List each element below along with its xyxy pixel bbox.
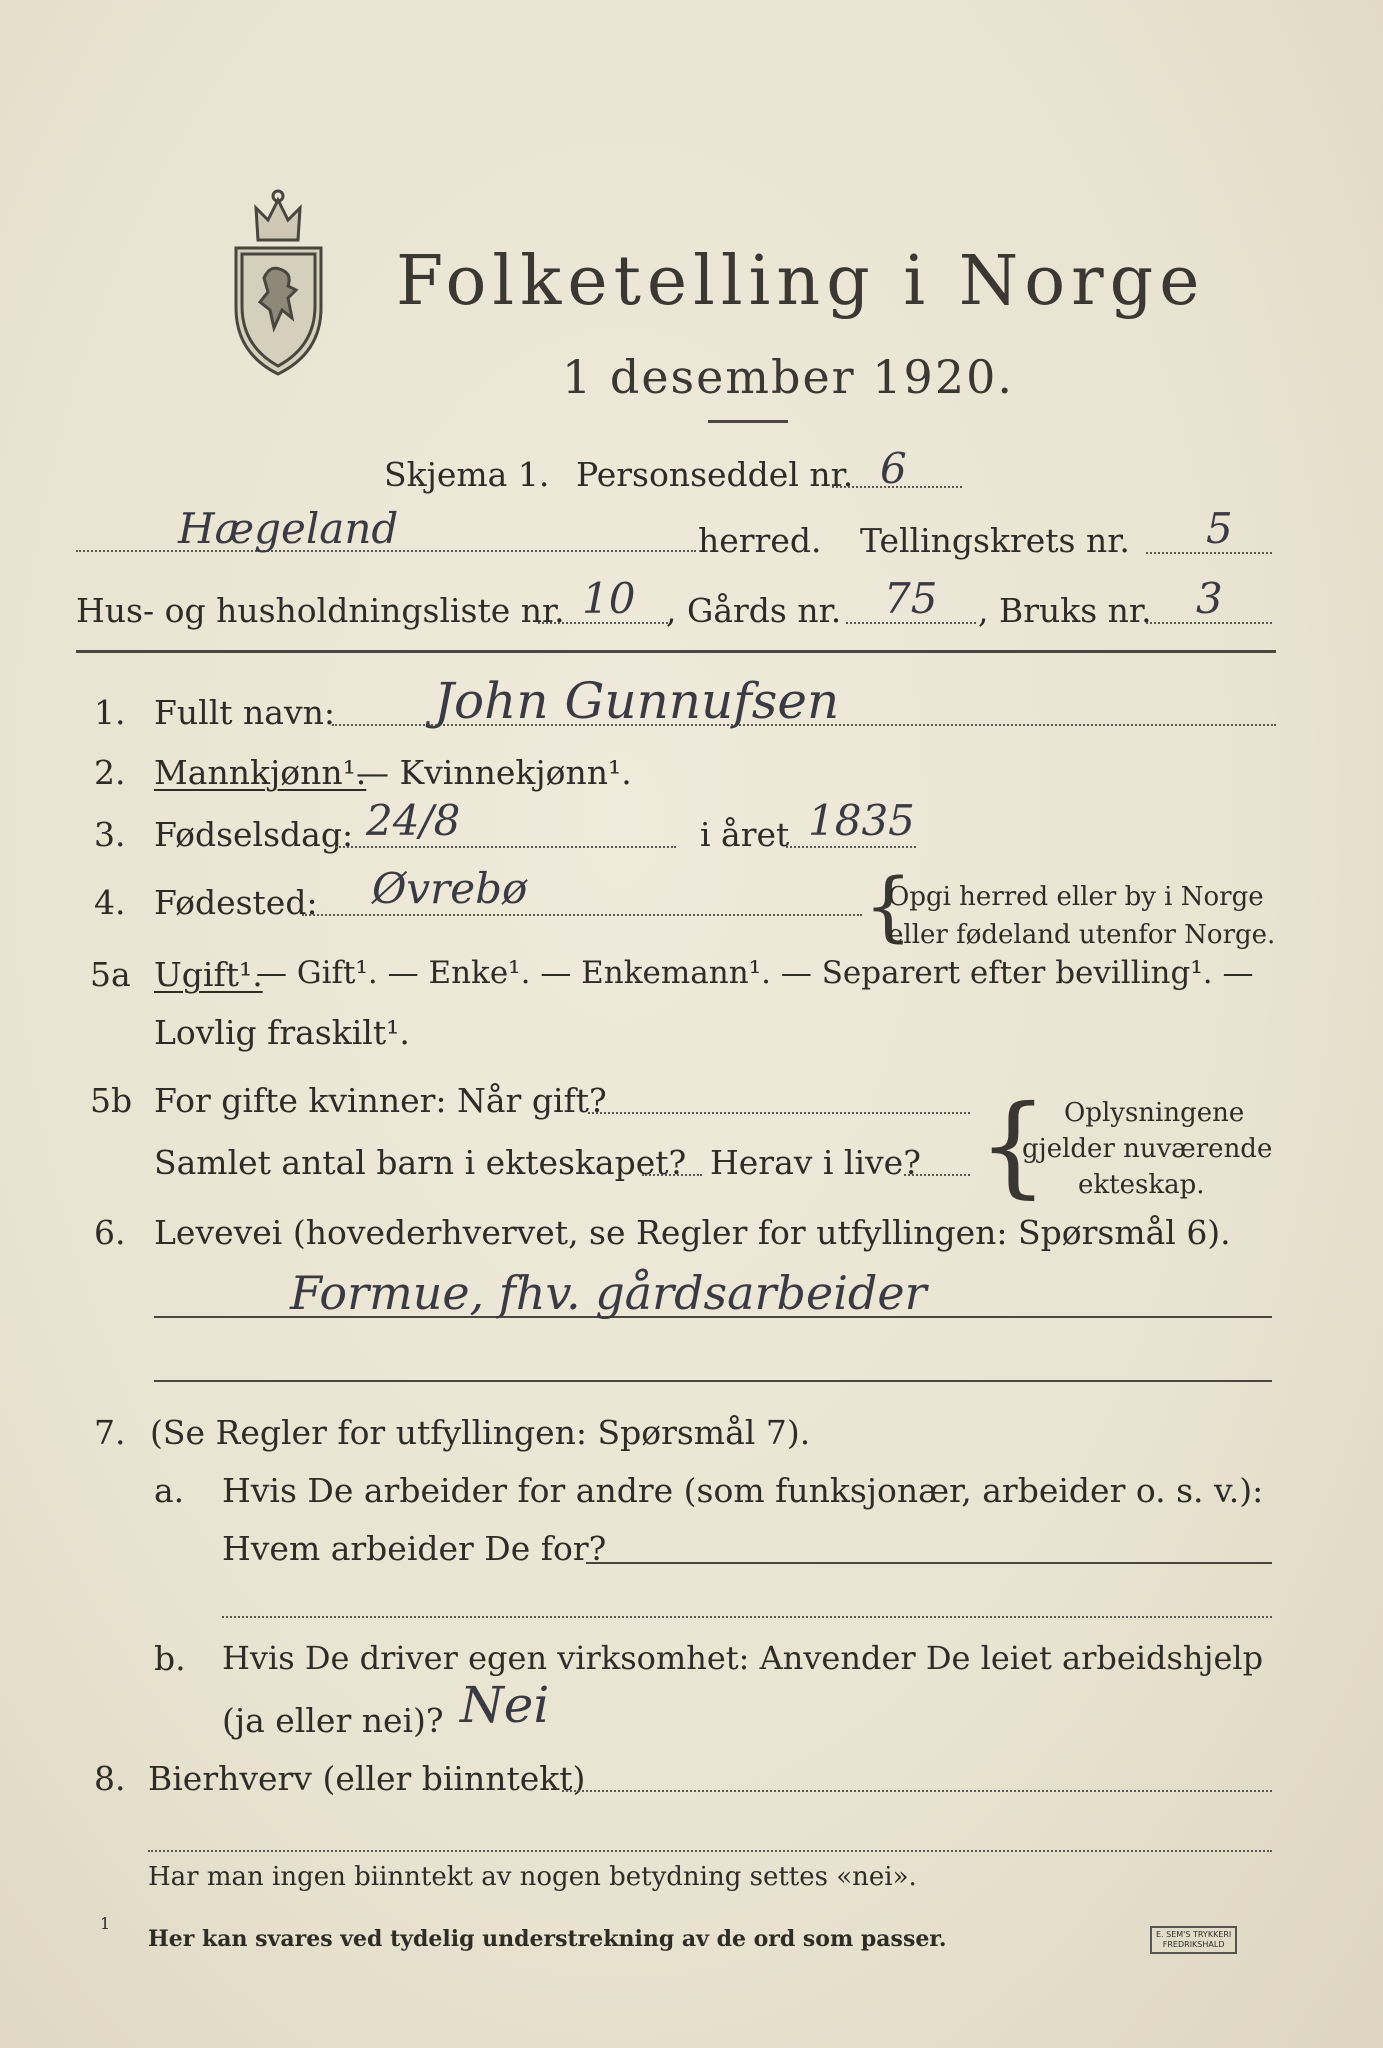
q5a-other-options: — Gift¹. — Enke¹. — Enkemann¹. — Separert efter bevilling¹. — — [256, 955, 1254, 991]
q3-value: 24/8 — [366, 796, 461, 845]
norwegian-coat-of-arms-icon — [226, 178, 331, 378]
q3-field[interactable] — [336, 846, 676, 848]
q5b-note-line2: gjelder nuværende — [1022, 1134, 1273, 1164]
q5b-married-field[interactable] — [588, 1112, 970, 1114]
q7b-number: b. — [154, 1639, 186, 1678]
q8-label: Bierhverv (eller biinntekt) — [148, 1759, 586, 1798]
form-date: 1 desember 1920. — [562, 350, 1014, 404]
q4-label: Fødested: — [154, 883, 318, 922]
q5b-number: 5b — [90, 1081, 133, 1120]
q5a-line2: Lovlig fraskilt¹. — [154, 1013, 410, 1052]
q6-label: Levevei (hovederhvervet, se Regler for utfyllingen: Spørsmål 6). — [154, 1213, 1231, 1252]
q4-brace: { — [864, 861, 913, 950]
printer-name: E. SEM'S TRYKKERI — [1156, 1930, 1232, 1939]
q7a-label-line1: Hvis De arbeider for andre (som funksjonær, arbeider o. s. v.): — [222, 1471, 1264, 1510]
q7b-value: Nei — [460, 1676, 550, 1734]
bruks-value: 3 — [1196, 574, 1223, 623]
q7-number: 7. — [94, 1413, 126, 1452]
q1-value: John Gunnufsen — [434, 672, 840, 730]
q5b-label-alive: Herav i live? — [710, 1143, 921, 1182]
q2-number: 2. — [94, 753, 126, 792]
bruks-label: , Bruks nr. — [978, 591, 1152, 630]
form-title: Folketelling i Norge — [396, 242, 1206, 321]
q5b-note-line3: ekteskap. — [1078, 1170, 1205, 1200]
tellingskrets-value: 5 — [1206, 504, 1233, 553]
q8-number: 8. — [94, 1759, 126, 1798]
q6-value: Formue, fhv. gårdsarbeider — [290, 1266, 927, 1320]
gards-value: 75 — [884, 574, 938, 623]
q3-label: Fødselsdag: — [154, 815, 354, 854]
hus-value: 10 — [582, 574, 636, 623]
q4-note-line1: Opgi herred eller by i Norge — [888, 882, 1264, 912]
q4-number: 4. — [94, 883, 126, 922]
q7a-field-line2[interactable] — [222, 1616, 1272, 1618]
q5a-ugift-option: Ugift¹. — [154, 955, 263, 994]
q7a-number: a. — [154, 1471, 185, 1510]
q2-male-option: Mannkjønn¹. — [154, 753, 367, 792]
q5b-label-children: Samlet antal barn i ekteskapet? — [154, 1143, 687, 1182]
q4-value: Øvrebø — [372, 864, 528, 913]
title-divider — [708, 420, 788, 423]
q3-year-field[interactable] — [786, 846, 916, 848]
q5b-children-field[interactable] — [642, 1174, 702, 1176]
footer-note: Har man ingen biinntekt av nogen betydning settes «nei». — [148, 1862, 917, 1892]
footnote-text: Her kan svares ved tydelig understrekning av de ord som passer. — [148, 1926, 947, 1952]
personseddel-value: 6 — [880, 444, 907, 493]
q3-number: 3. — [94, 815, 126, 854]
tellingskrets-label: Tellingskrets nr. — [860, 521, 1130, 560]
q7b-label-line2: (ja eller nei)? — [222, 1701, 444, 1740]
personseddel-label: Personseddel nr. — [576, 455, 854, 494]
q7a-label-line2: Hvem arbeider De for? — [222, 1529, 607, 1568]
herred-value: Hægeland — [178, 504, 399, 553]
q6-number: 6. — [94, 1213, 126, 1252]
q5b-note-line1: Oplysningene — [1064, 1098, 1245, 1128]
q8-field-line1[interactable] — [562, 1790, 1272, 1792]
header-rule — [76, 650, 1276, 653]
printer-stamp — [1150, 1926, 1237, 1954]
q3-year-value: 1835 — [808, 796, 915, 845]
skjema-label: Skjema 1. — [384, 455, 550, 494]
footnote-number: 1 — [100, 1914, 111, 1933]
q7a-field-line1[interactable] — [586, 1562, 1272, 1564]
q2-female-option: — Kvinnekjønn¹. — [356, 753, 632, 792]
q4-note-line2: eller fødeland utenfor Norge. — [888, 920, 1276, 950]
herred-label: herred. — [698, 521, 822, 560]
q1-number: 1. — [94, 693, 126, 732]
q1-label: Fullt navn: — [154, 693, 335, 732]
q4-field[interactable] — [302, 914, 862, 916]
q8-field-line2[interactable] — [148, 1850, 1272, 1852]
q3-year-label: i året — [700, 815, 790, 854]
gards-label: , Gårds nr. — [666, 591, 842, 630]
q5a-number: 5a — [90, 955, 131, 994]
q5b-label-married: For gifte kvinner: Når gift? — [154, 1081, 607, 1120]
q5b-brace: { — [978, 1081, 1048, 1209]
printer-city: FREDRIKSHALD — [1162, 1940, 1225, 1949]
hus-label: Hus- og husholdningsliste nr. — [76, 591, 565, 630]
q7-label: (Se Regler for utfyllingen: Spørsmål 7). — [150, 1413, 811, 1452]
q6-field-line2[interactable] — [154, 1380, 1272, 1382]
q7b-label-line1: Hvis De driver egen virksomhet: Anvender De leiet arbeidshjelp — [222, 1639, 1264, 1677]
q5b-alive-field[interactable] — [904, 1174, 970, 1176]
